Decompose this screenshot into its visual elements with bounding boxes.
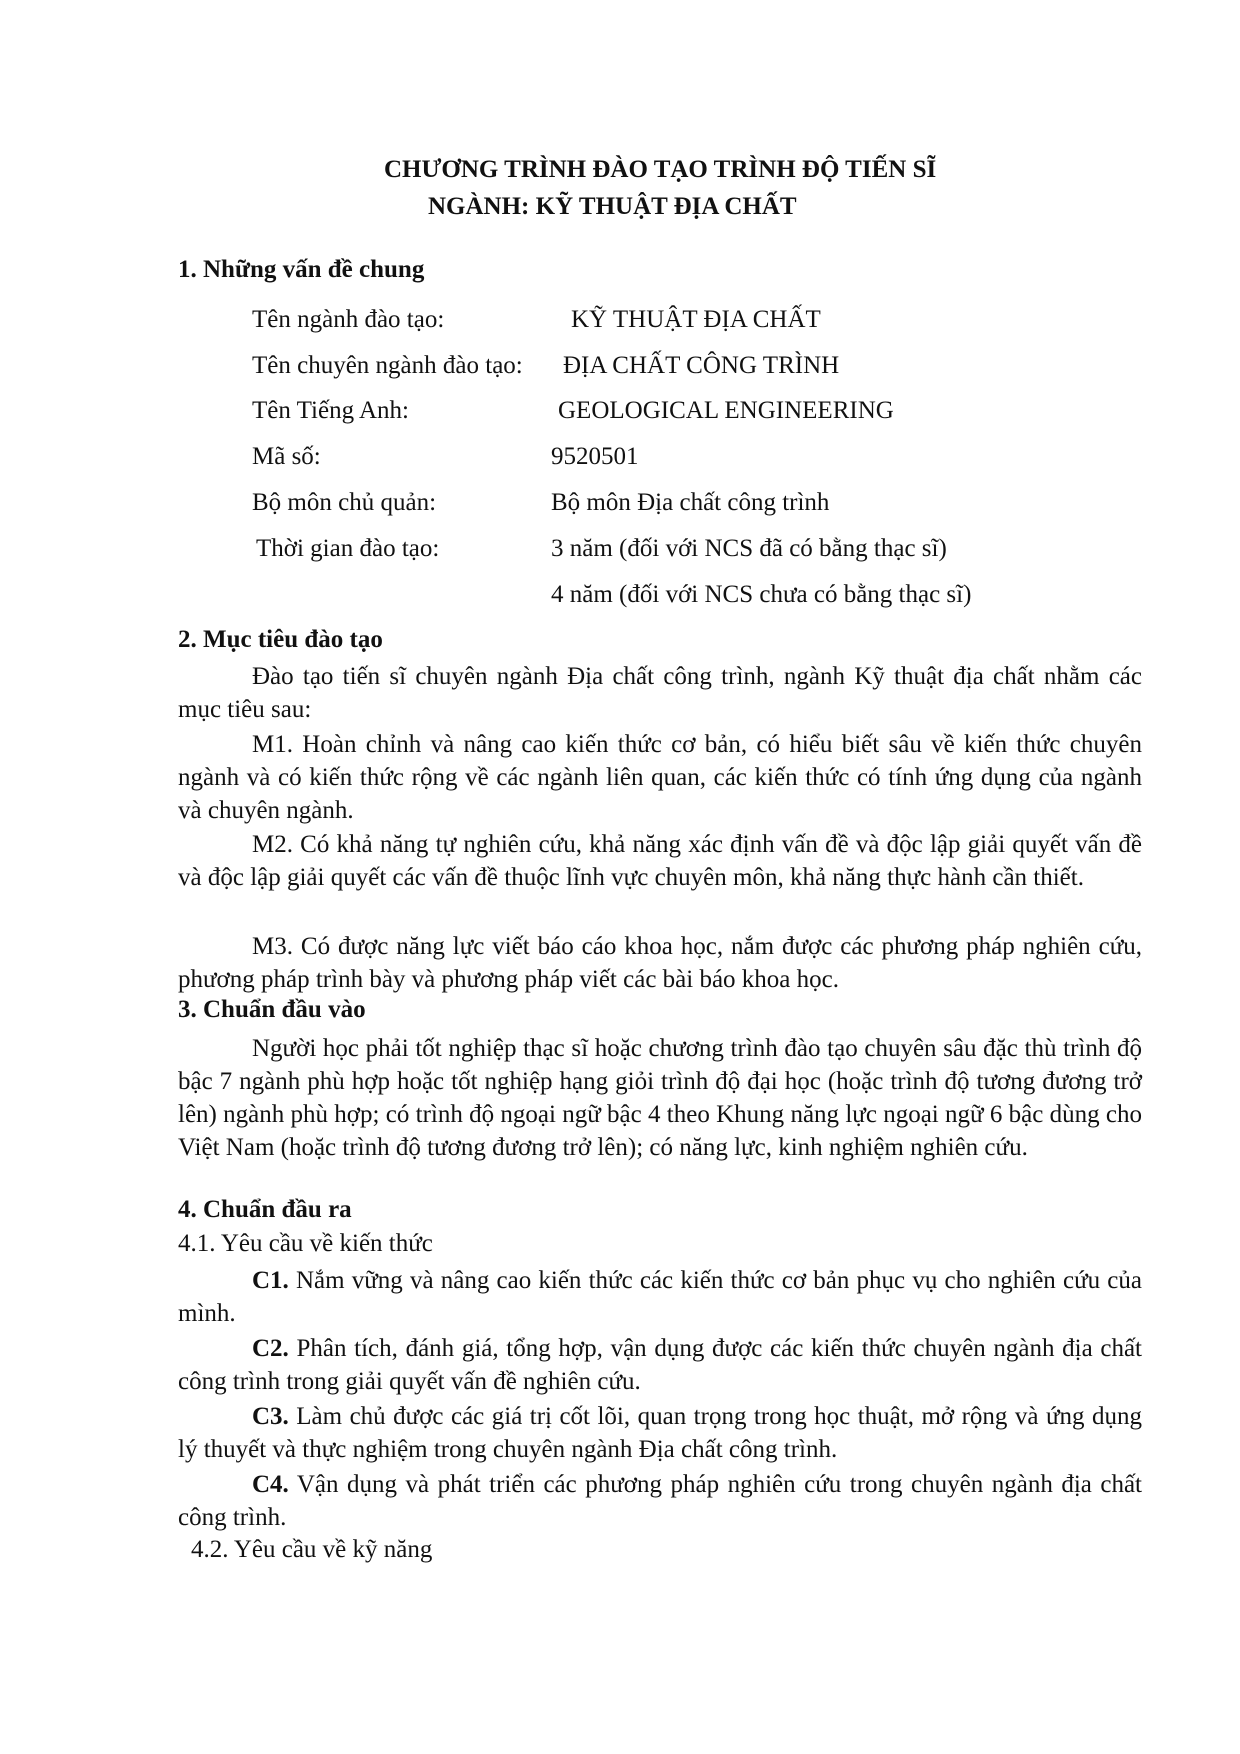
section-1-heading: 1. Những vấn đề chung [178, 256, 425, 283]
objective-m3: M3. Có được năng lực viết báo cáo khoa học, nắm được các phương pháp nghiên cứu, phương pháp trình bày và phương pháp viết các bài báo khoa học. [178, 933, 1142, 993]
info-value: 3 năm (đối với NCS đã có bằng thạc sĩ) [551, 535, 947, 562]
outcome-c3 [178, 1400, 1142, 1466]
outcome-c4 [178, 1468, 1142, 1534]
objective-m2: M2. Có khả năng tự nghiên cứu, khả năng xác định vấn đề và độc lập giải quyết vấn đề và độc lập giải quyết các vấn đề thuộc lĩnh vực chuyên môn, khả năng thực hành cần thiết. [178, 831, 1142, 891]
outcome-c4-label: C4. [252, 1471, 289, 1498]
objective-m1: M1. Hoàn chỉnh và nâng cao kiến thức cơ bản, có hiểu biết sâu về kiến thức chuyên ngành và có kiến thức rộng về các ngành liên quan, các kiến thức có tính ứng dụng của ngành và chuyên ngành. [178, 731, 1142, 824]
info-label: Thời gian đào tạo: [256, 535, 440, 562]
info-label: Mã số: [252, 443, 321, 470]
info-label: Tên Tiếng Anh: [252, 397, 409, 424]
subsection-skills-heading: 4.2. Yêu cầu về kỹ năng [191, 1536, 433, 1563]
section-3-heading: 3. Chuẩn đầu vào [178, 996, 366, 1023]
info-label: Bộ môn chủ quản: [252, 489, 437, 516]
info-value: 9520501 [551, 443, 639, 470]
outcome-c1 [178, 1264, 1142, 1330]
info-label: Tên ngành đào tạo: [252, 306, 445, 333]
outcome-c2-text: Phân tích, đánh giá, tổng hợp, vận dụng được các kiến thức chuyên ngành địa chất công trình trong giải quyết vấn đề nghiên cứu. [178, 1335, 1142, 1395]
section-2-heading: 2. Mục tiêu đào tạo [178, 626, 383, 653]
info-value: KỸ THUẬT ĐỊA CHẤT [571, 306, 821, 333]
objectives-intro: Đào tạo tiến sĩ chuyên ngành Địa chất công trình, ngành Kỹ thuật địa chất nhằm các mục tiêu sau: [178, 663, 1142, 723]
info-value: GEOLOGICAL ENGINEERING [558, 397, 894, 424]
outcome-c2 [178, 1332, 1142, 1398]
outcome-c3-label: C3. [252, 1403, 289, 1430]
outcome-c3-text: Làm chủ được các giá trị cốt lõi, quan trọng trong học thuật, mở rộng và ứng dụng lý thuyết và thực nghiệm trong chuyên ngành Địa chất công trình. [178, 1403, 1142, 1463]
outcome-c4-text: Vận dụng và phát triển các phương pháp nghiên cứu trong chuyên ngành địa chất công trình. [178, 1471, 1142, 1531]
info-value: 4 năm (đối với NCS chưa có bằng thạc sĩ) [551, 581, 972, 608]
info-value: ĐỊA CHẤT CÔNG TRÌNH [563, 352, 840, 379]
entry-requirements-body: Người học phải tốt nghiệp thạc sĩ hoặc chương trình đào tạo chuyên sâu đặc thù trình độ bậc 7 ngành phù hợp hoặc tốt nghiệp hạng giỏi trình độ đại học (hoặc trình độ tương đương trở lên) ngành phù hợp; có trình độ ngoại ngữ bậc 4 theo Khung năng lực ngoại ngữ 6 bậc dùng cho Việt Nam (hoặc trình độ tương đương trở lên); có năng lực, kinh nghiệm nghiên cứu. [178, 1035, 1142, 1161]
info-value: Bộ môn Địa chất công trình [551, 489, 830, 516]
outcome-c1-label: C1. [252, 1267, 289, 1294]
subsection-knowledge-heading: 4.1. Yêu cầu về kiến thức [178, 1230, 433, 1257]
document-title-line-2: NGÀNH: KỸ THUẬT ĐỊA CHẤT [428, 193, 797, 220]
outcome-c2-label: C2. [252, 1335, 289, 1362]
section-4-heading: 4. Chuẩn đầu ra [178, 1196, 352, 1223]
info-label: Tên chuyên ngành đào tạo: [252, 352, 523, 379]
document-title-line-1: CHƯƠNG TRÌNH ĐÀO TẠO TRÌNH ĐỘ TIẾN SĨ [384, 156, 937, 183]
outcome-c1-text: Nắm vững và nâng cao kiến thức các kiến thức cơ bản phục vụ cho nghiên cứu của mình. [178, 1267, 1142, 1327]
